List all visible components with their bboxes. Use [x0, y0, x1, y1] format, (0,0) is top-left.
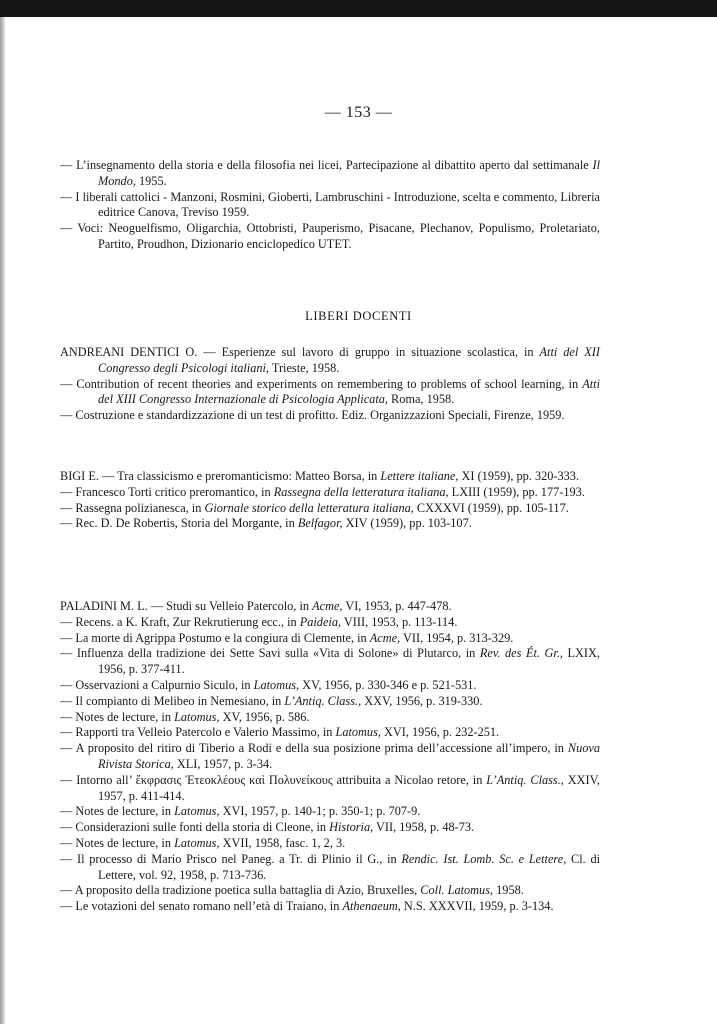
author-block-paladini [60, 599, 600, 915]
entry-text: La morte di Agrippa Postumo e la congiura di Clemente, in [75, 630, 370, 645]
intro-bibliography [60, 158, 600, 253]
bibliography-entry [60, 408, 600, 424]
author-block-andreani [60, 345, 600, 424]
entry-journal: Latomus, [174, 835, 220, 850]
entry-dash: — [60, 484, 76, 499]
entry-text: Rapporti tra Velleio Patercolo e Valerio Massimo, in [75, 725, 336, 740]
entry-text: Notes de lecture, in [75, 835, 175, 850]
entry-text: Notes de lecture, in [75, 709, 175, 724]
entry-tail: XXIV, 1957, p. 411-414. [98, 772, 600, 803]
entry-tail: Trieste, 1958. [269, 360, 340, 375]
bibliography-entry [60, 190, 600, 222]
entry-journal: Rev. des Ét. Gr., [479, 646, 563, 661]
scan-top-edge [0, 0, 717, 17]
entry-text: Intorno all’ ἔκφρασις Ἐτεοκλέους καὶ Πολυνείκους attribuita a Nicolao retore, in [76, 772, 487, 787]
entry-text: Recens. a K. Kraft, Zur Rekrutierung ecc., in [75, 614, 300, 629]
entry-text: PALADINI M. L. — Studi su Velleio Patercolo, in [60, 599, 313, 613]
entry-tail: XI (1959), pp. 320-333. [458, 469, 580, 483]
page-number: — 153 — [324, 104, 393, 121]
entry-tail: N.S. XXXVII, 1959, p. 3-134. [400, 899, 554, 914]
entry-tail: XVII, 1958, fasc. 1, 2, 3. [219, 835, 346, 850]
entry-tail: Cl. di Lettere, vol. 92, 1958, p. 713-736. [98, 851, 601, 882]
entry-dash: — [60, 408, 76, 423]
entry-dash: — [60, 883, 75, 898]
entry-journal: Latomus, [174, 804, 220, 819]
entry-journal: Athenaeum, [342, 899, 401, 914]
entry-dash: — [60, 725, 76, 740]
bibliography-entry [60, 678, 600, 694]
bibliography-entry [60, 725, 600, 741]
bibliography-entry [60, 710, 600, 726]
entry-dash: — [60, 820, 76, 835]
bibliography-entry [60, 804, 600, 820]
entry-dash: — [60, 899, 76, 914]
entry-text: Contribution of recent theories and experiments on remembering to problems of school learning, in [76, 376, 583, 391]
entry-dash: — [60, 709, 76, 724]
entry-tail: XVI, 1957, p. 140-1; p. 350-1; p. 707-9. [219, 804, 421, 819]
entry-dash: — [60, 677, 76, 692]
entry-journal: Coll. Latomus, [420, 883, 494, 898]
entry-journal: L’Antiq. Class., [284, 693, 362, 708]
entry-journal: Giornale storico della letteratura italiana, [204, 500, 414, 515]
entry-journal: Latomus, [335, 725, 381, 740]
bibliography-entry [60, 836, 600, 852]
entry-text: Il processo di Mario Prisco nel Paneg. a Tr. di Plinio il G., in [77, 851, 402, 866]
bibliography-entry [60, 469, 600, 485]
section-heading: LIBERI DOCENTI [305, 309, 412, 323]
bibliography-entry [60, 485, 600, 501]
entry-journal: Latomus, [174, 709, 220, 724]
entry-dash: — [60, 516, 76, 531]
entry-tail: XV, 1956, p. 330-346 e p. 521-531. [299, 677, 477, 692]
bibliography-entry [60, 631, 600, 647]
bibliography-entry [60, 741, 600, 773]
entry-tail: XXV, 1956, p. 319-330. [361, 693, 483, 708]
entry-text: A proposito della tradizione poetica sulla battaglia di Azio, Bruxelles, [74, 883, 421, 898]
entry-tail: XVI, 1956, p. 232-251. [380, 725, 500, 740]
entry-journal: Latomus, [253, 677, 300, 692]
entry-text: Rec. D. De Robertis, Storia del Morgante, in [75, 516, 298, 531]
entry-text: Voci: Neoguelfismo, Oligarchia, Ottobristi, Pauperismo, Pisacane, Plechanov, Populismo, Proletariato, Partito, Proudhon, Dizionario enciclopedico UTET. [77, 221, 600, 251]
bibliography-entry [60, 773, 600, 805]
entry-journal: Paideia, [299, 614, 342, 629]
entry-tail: Roma, 1958. [387, 392, 455, 407]
entry-journal: Historia, [329, 820, 374, 835]
entry-journal: Rendic. Ist. Lomb. Sc. e Lettere, [401, 851, 567, 866]
bibliography-entry [60, 158, 600, 190]
entry-tail: VII, 1954, p. 313-329. [400, 630, 514, 645]
bibliography-entry [60, 377, 600, 409]
entry-journal: Acme, [312, 599, 343, 613]
entry-tail: VI, 1953, p. 447-478. [342, 599, 452, 613]
bibliography-entry [60, 694, 600, 710]
bibliography-entry [60, 345, 600, 377]
bibliography-entry [60, 501, 600, 517]
entry-dash: — [60, 851, 78, 866]
entry-journal: Atti del XIII Congresso Internazionale di Psicologia Applicata, [98, 376, 600, 407]
entry-tail: VII, 1958, p. 48-73. [373, 820, 475, 835]
entry-tail: XIV (1959), pp. 103-107. [342, 516, 472, 531]
entry-tail: XLI, 1957, p. 3-34. [173, 756, 273, 771]
entry-journal: Acme, [369, 630, 401, 645]
entry-tail: LXIII (1959), pp. 177-193. [448, 484, 585, 499]
entry-text: ANDREANI DENTICI O. — Esperienze sul lavoro di gruppo in situazione scolastica, in [60, 345, 540, 359]
entry-dash: — [60, 693, 76, 708]
entry-text: Considerazioni sulle fonti della storia di Cleone, in [75, 820, 330, 835]
entry-tail: XV, 1956, p. 586. [219, 709, 310, 724]
bibliography-entry [60, 899, 600, 915]
entry-text: I liberali cattolici - Manzoni, Rosmini, Gioberti, Lambruschini - Introduzione, scelta e commento, Libreria editrice Canova, Treviso 1959. [75, 189, 601, 220]
entry-tail: 1958. [493, 883, 524, 898]
entry-text: A proposito del ritiro di Tiberio a Rodi e della sua posizione prima dell’accessione all’impero, in [75, 741, 568, 756]
entry-journal: Belfagor, [297, 516, 343, 531]
entry-dash: — [60, 614, 76, 629]
entry-dash: — [60, 189, 76, 204]
entry-tail: 1955. [135, 173, 167, 188]
entry-tail: CXXXVI (1959), pp. 105-117. [413, 500, 569, 515]
entry-text: Francesco Torti critico preromantico, in [75, 484, 274, 499]
entry-dash: — [60, 741, 76, 756]
entry-text: Costruzione e standardizzazione di un test di profitto. Ediz. Organizzazioni Speciali, Firenze, 1959. [75, 408, 565, 423]
entry-journal: Rassegna della letteratura italiana, [273, 484, 449, 499]
entry-text: L’insegnamento della storia e della filosofia nei licei, Partecipazione al dibattito aperto dal settimanale [76, 158, 593, 172]
entry-dash: — [60, 646, 77, 661]
entry-dash: — [60, 158, 77, 172]
entry-journal: Lettere italiane, [380, 469, 459, 483]
entry-dash: — [60, 500, 76, 515]
scan-left-edge [0, 17, 5, 1024]
entry-dash: — [60, 772, 77, 787]
entry-journal: L’Antiq. Class., [486, 772, 564, 787]
entry-dash: — [60, 221, 78, 236]
bibliography-entry [60, 820, 600, 836]
entry-journal: Il Mondo, [98, 158, 600, 188]
entry-text: Rassegna polizianesca, in [75, 500, 205, 515]
entry-text: Il compianto di Melibeo in Nemesiano, in [75, 693, 285, 708]
entry-journal: Nuova Rivista Storica, [98, 741, 600, 771]
bibliography-entry [60, 883, 600, 899]
entry-tail: VIII, 1953, p. 113-114. [341, 614, 458, 629]
entry-text: Osservazioni a Calpurnio Siculo, in [75, 677, 254, 692]
entry-dash: — [60, 376, 77, 391]
entry-dash: — [60, 630, 76, 645]
bibliography-entry [60, 516, 600, 532]
bibliography-entry [60, 599, 600, 615]
bibliography-entry [60, 646, 600, 678]
entry-journal: Atti del XII Congresso degli Psicologi italiani, [98, 345, 600, 375]
bibliography-entry [60, 615, 600, 631]
entry-text: BIGI E. — Tra classicismo e preromanticismo: Matteo Borsa, in [60, 469, 381, 483]
entry-dash: — [60, 804, 76, 819]
entry-dash: — [60, 835, 76, 850]
entry-text: Le votazioni del senato romano nell’età di Traiano, in [75, 899, 343, 914]
bibliography-entry [60, 852, 600, 884]
bibliography-entry [60, 221, 600, 253]
entry-tail: LXIX, 1956, p. 377-411. [98, 646, 600, 677]
author-block-bigi [60, 469, 600, 532]
entry-text: Influenza della tradizione dei Sette Savi sulla «Vita di Solone» di Plutarco, in [76, 646, 480, 661]
entry-text: Notes de lecture, in [75, 804, 175, 819]
